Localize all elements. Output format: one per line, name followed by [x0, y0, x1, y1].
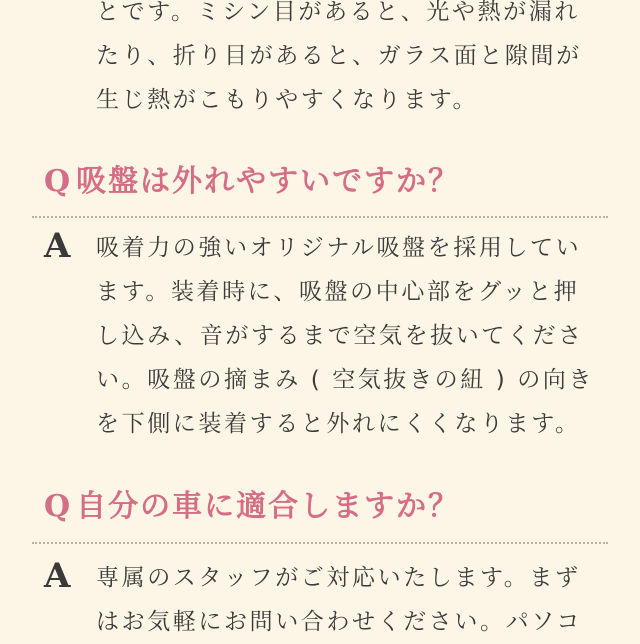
faq-question-2 [44, 487, 460, 527]
intro-answer-text: とです。ミシン目があると、光や熱が漏れ たり、折り目があると、ガラス面と隙間が 生じ熱がこもりやすくなります。 [96, 0, 582, 113]
answer-mark: A [44, 226, 71, 266]
dotted-divider [32, 542, 608, 544]
faq-answer-1-text: 吸着力の強いオリジナル吸盤を採用してい ます。装着時に、吸盤の中心部をグッと押 し込み、音がするまで空気を抜いてくださ い。吸盤の摘まみ ( 空気抜きの紐 ) の向き を下側に装着すると外れにくくなります。 [96, 235, 594, 437]
answer-mark: A [44, 556, 71, 596]
question-mark: Q [44, 489, 73, 524]
question-mark: Q [44, 164, 73, 199]
dotted-divider [32, 216, 608, 218]
question-text: 自分の車に適合しますか？ [76, 489, 461, 524]
faq-question-1 [44, 162, 460, 202]
faq-answer-2-text: 専属のスタッフがご対応いたします。まず はお気軽にお問い合わせください。パソコ [96, 565, 582, 635]
question-text: 吸盤は外れやすいですか？ [76, 164, 461, 199]
